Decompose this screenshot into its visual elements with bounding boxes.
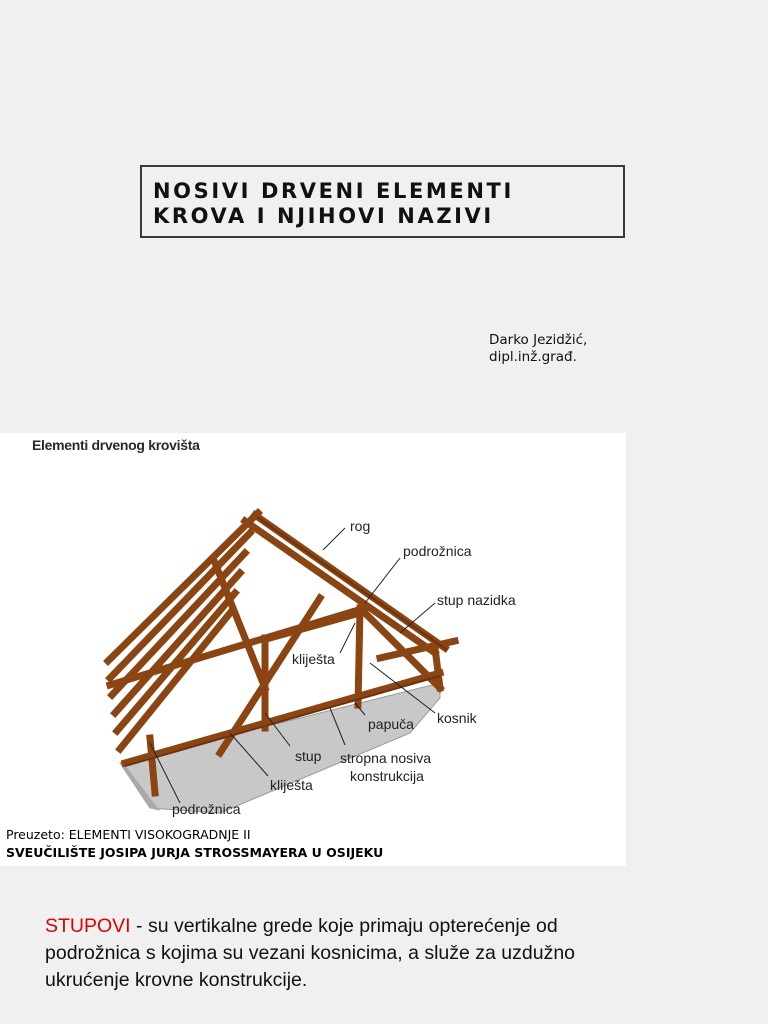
label-klijesta-mid: kliješta [292, 651, 335, 667]
author-degree: dipl.inž.građ. [489, 349, 577, 365]
author [489, 332, 587, 366]
label-kosnik: kosnik [437, 710, 477, 726]
roof-diagram [0, 433, 626, 866]
author-name: Darko Jezidžić, [489, 332, 588, 348]
figure-title: Elementi drvenog krovišta [32, 437, 200, 453]
credit-source: Preuzeto: ELEMENTI VISOKOGRADNJE II [6, 827, 251, 842]
label-stropna-2: konstrukcija [350, 768, 424, 784]
slide-title: NOSIVI DRVENI ELEMENTI KROVA I NJIHOVI NAZIVI [153, 179, 514, 228]
label-podroznica-top: podrožnica [403, 543, 472, 559]
label-stup-nazidka: stup nazidka [437, 592, 516, 608]
description [45, 913, 655, 994]
label-papuca: papuča [368, 716, 414, 732]
label-stup: stup [295, 748, 322, 764]
label-rog: rog [350, 518, 371, 534]
credit-university: SVEUČILIŠTE JOSIPA JURJA STROSSMAYERA U OSIJEKU [6, 845, 384, 860]
label-stropna-1: stropna nosiva [340, 750, 432, 766]
title-box [140, 165, 625, 238]
description-text: - su vertikalne grede koje primaju opterećenje od podrožnica s kojima su vezani kosnicima, a služe za uzdužno ukrućenje krovne konstrukcije. [45, 915, 576, 991]
description-keyword: STUPOVI [45, 915, 131, 937]
label-klijesta-low: kliješta [270, 777, 313, 793]
label-podroznica-low: podrožnica [172, 801, 241, 817]
roof-figure [0, 433, 626, 866]
